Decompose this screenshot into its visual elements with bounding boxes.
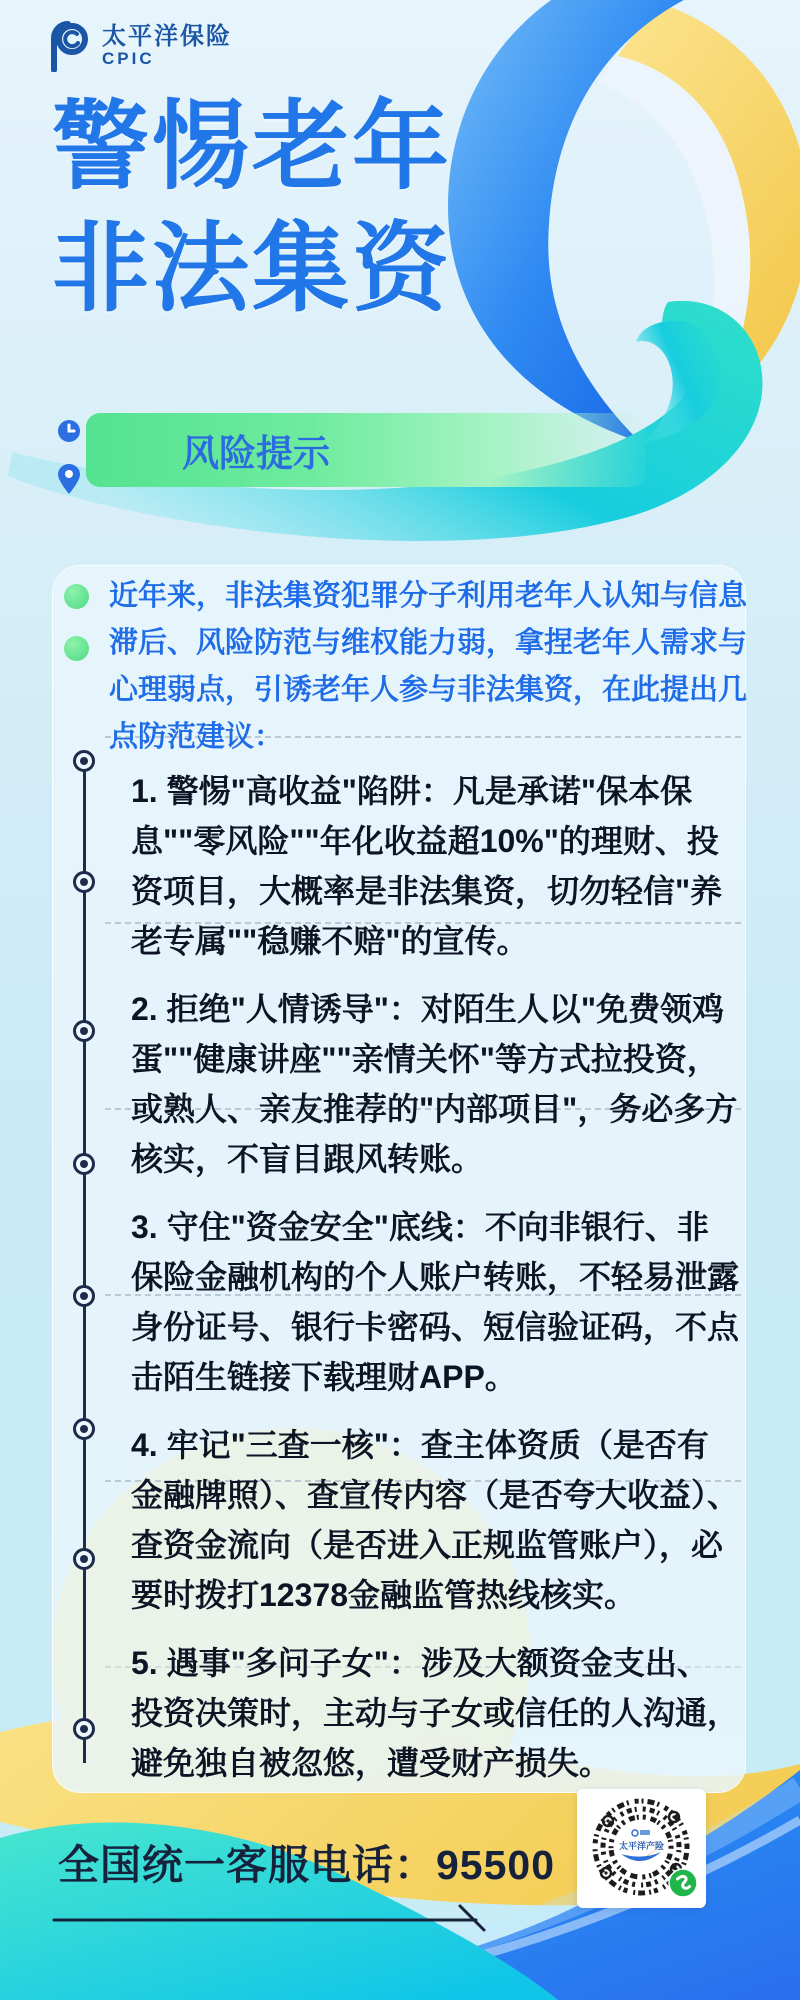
tip-item-5: 5. 遇事"多问子女"：涉及大额资金支出、投资决策时，主动与子女或信任的人沟通，避免独自被忽悠，遭受财产损失。 (131, 1645, 740, 1781)
clock-icon (56, 418, 82, 444)
hotline-underline (48, 1898, 518, 1934)
page-title (52, 86, 452, 330)
qr-caption: 太平洋产险 (618, 1841, 664, 1851)
tips-list (131, 766, 739, 1806)
tip-item-3: 3. 守住"资金安全"底线：不向非银行、非保险金融机构的个人账户转账，不轻易泄露身份证号、银行卡密码、短信验证码，不点击陌生链接下载理财APP。 (131, 1209, 740, 1395)
title-line-2: 非法集资 (52, 214, 452, 323)
brand-name: 太平洋保险 (102, 23, 232, 51)
hotline-text: 全国统一客服电话：95500 (58, 1842, 556, 1888)
location-pin-icon (56, 463, 82, 495)
green-bullet-icon (64, 636, 89, 661)
tip-item-4: 4. 牢记"三查一核"：查主体资质（是否有金融牌照）、查宣传内容（是否夸大收益）、查资金流向（是否进入正规监管账户），必要时拨打12378金融监管热线核实。 (131, 1427, 740, 1613)
risk-badge (86, 413, 646, 487)
tip-item-1: 1. 警惕"高收益"陷阱：凡是承诺"保本保息""零风险""年化收益超10%"的理财、投资项目，大概率是非法集资，切勿轻信"养老专属""稳赚不赔"的宣传。 (131, 773, 723, 959)
timeline-marker-icon (73, 1285, 95, 1307)
qr-code-card (577, 1789, 706, 1908)
timeline-marker-icon (73, 750, 95, 772)
timeline-marker-icon (73, 1548, 95, 1570)
content-card (52, 565, 746, 1793)
timeline-marker-icon (73, 1418, 95, 1440)
brand-logo (46, 20, 232, 72)
intro-paragraph: 近年来，非法集资犯罪分子利用老年人认知与信息滞后、风险防范与维权能力弱，拿捏老年人需求与心理弱点，引诱老年人参与非法集资，在此提出几点防范建议： (109, 580, 748, 753)
timeline-marker-icon (73, 1718, 95, 1740)
cpic-logo-icon (46, 20, 92, 72)
green-bullet-icon (64, 584, 89, 609)
timeline-marker-icon (73, 1153, 95, 1175)
badge-icons (56, 418, 92, 500)
timeline-marker-icon (73, 1020, 95, 1042)
wechat-icon (668, 1868, 698, 1898)
risk-badge-label: 风险提示 (182, 433, 330, 474)
timeline-marker-icon (73, 871, 95, 893)
brand-abbr: CPIC (102, 48, 155, 68)
timeline-line (83, 761, 86, 1763)
title-line-1: 警惕老年 (52, 92, 452, 201)
tip-item-2: 2. 拒绝"人情诱导"：对陌生人以"免费领鸡蛋""健康讲座""亲情关怀"等方式拉投资，或熟人、亲友推荐的"内部项目"，务必多方核实，不盲目跟风转账。 (131, 991, 738, 1177)
